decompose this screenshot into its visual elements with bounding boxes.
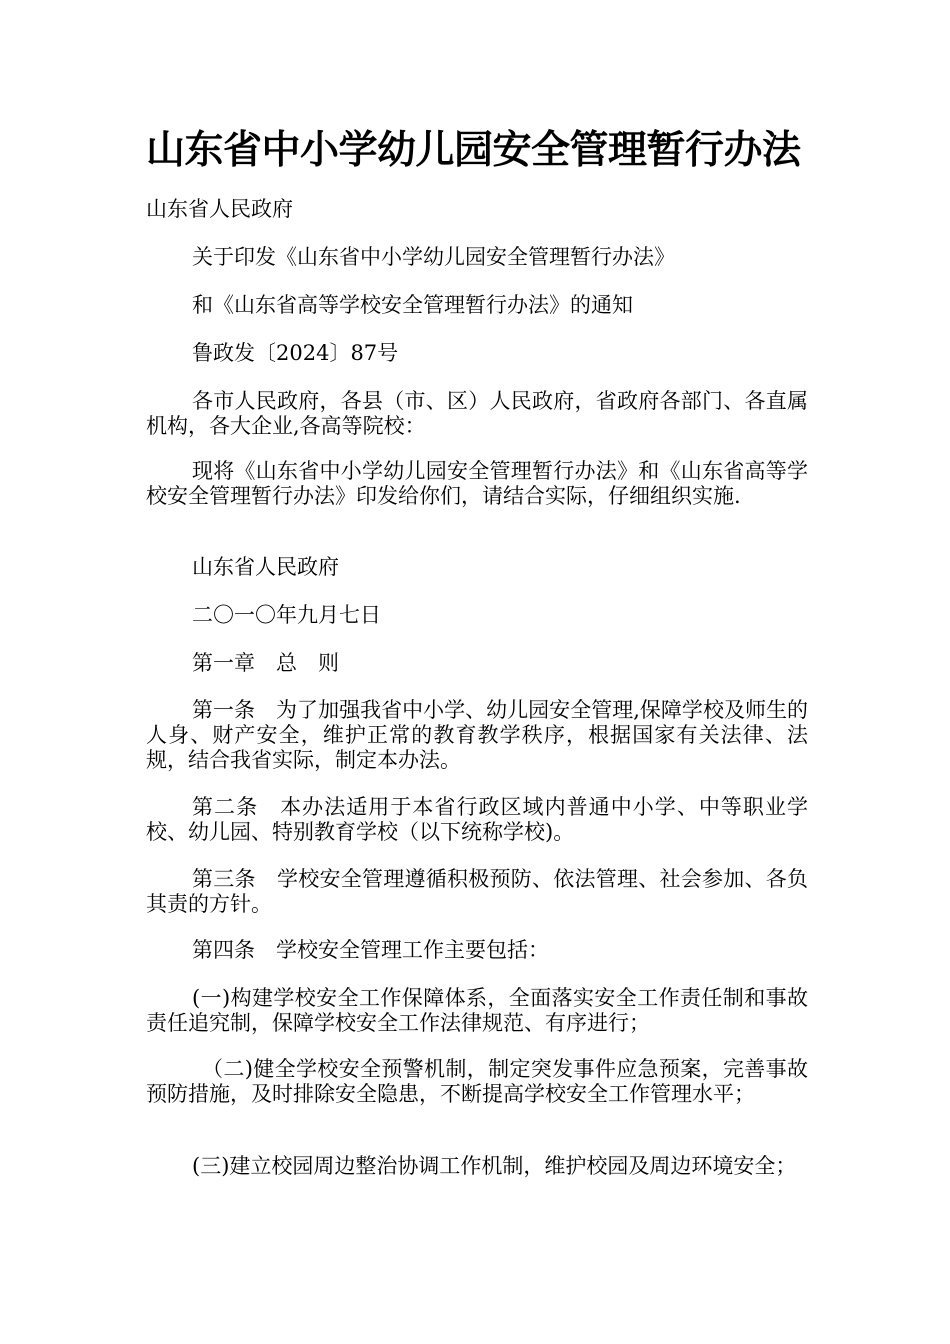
article-3: 第三条 学校安全管理遵循积极预防、依法管理、社会参加、各负其责的方针。 — [146, 867, 808, 916]
addressees: 各市人民政府，各县（市、区）人民政府，省政府各部门、各直属机构，各大企业,各高等院校： — [146, 389, 808, 438]
signature-issuer: 山东省人民政府 — [192, 555, 339, 579]
article-4-item-2: （二)健全学校安全预警机制，制定突发事件应急预案，完善事故预防措施，及时排除安全隐患，不断提高学校安全工作管理水平； — [146, 1057, 808, 1106]
article-4-item-1: (一)构建学校安全工作保障体系，全面落实安全工作责任制和事故责任追究制，保障学校安全工作法律规范、有序进行； — [146, 986, 808, 1035]
article-1: 第一条 为了加强我省中小学、幼儿园安全管理,保障学校及师生的人身、财产安全，维护正常的教育教学秩序，根据国家有关法律、法规，结合我省实际，制定本办法。 — [146, 698, 808, 772]
signature-date: 二〇一〇年九月七日 — [192, 603, 381, 627]
notice-title-line-2: 和《山东省高等学校安全管理暂行办法》的通知 — [192, 293, 633, 317]
document-title: 山东省中小学幼儿园安全管理暂行办法 — [146, 128, 801, 173]
issuer-line: 山东省人民政府 — [146, 197, 293, 221]
article-4-item-3: (三)建立校园周边整治协调工作机制，维护校园及周边环境安全； — [192, 1154, 797, 1178]
article-2: 第二条 本办法适用于本省行政区域内普通中小学、中等职业学校、幼儿园、特别教育学校（以下统称学校)。 — [146, 795, 808, 844]
article-4: 第四条 学校安全管理工作主要包括： — [192, 938, 549, 962]
notice-body: 现将《山东省中小学幼儿园安全管理暂行办法》和《山东省高等学校安全管理暂行办法》印发给你们，请结合实际，仔细组织实施. — [146, 459, 808, 508]
notice-title-line-1: 关于印发《山东省中小学幼儿园安全管理暂行办法》 — [192, 245, 675, 269]
document-number: 鲁政发〔2024〕87号 — [192, 341, 399, 365]
chapter-heading: 第一章 总 则 — [192, 651, 339, 675]
